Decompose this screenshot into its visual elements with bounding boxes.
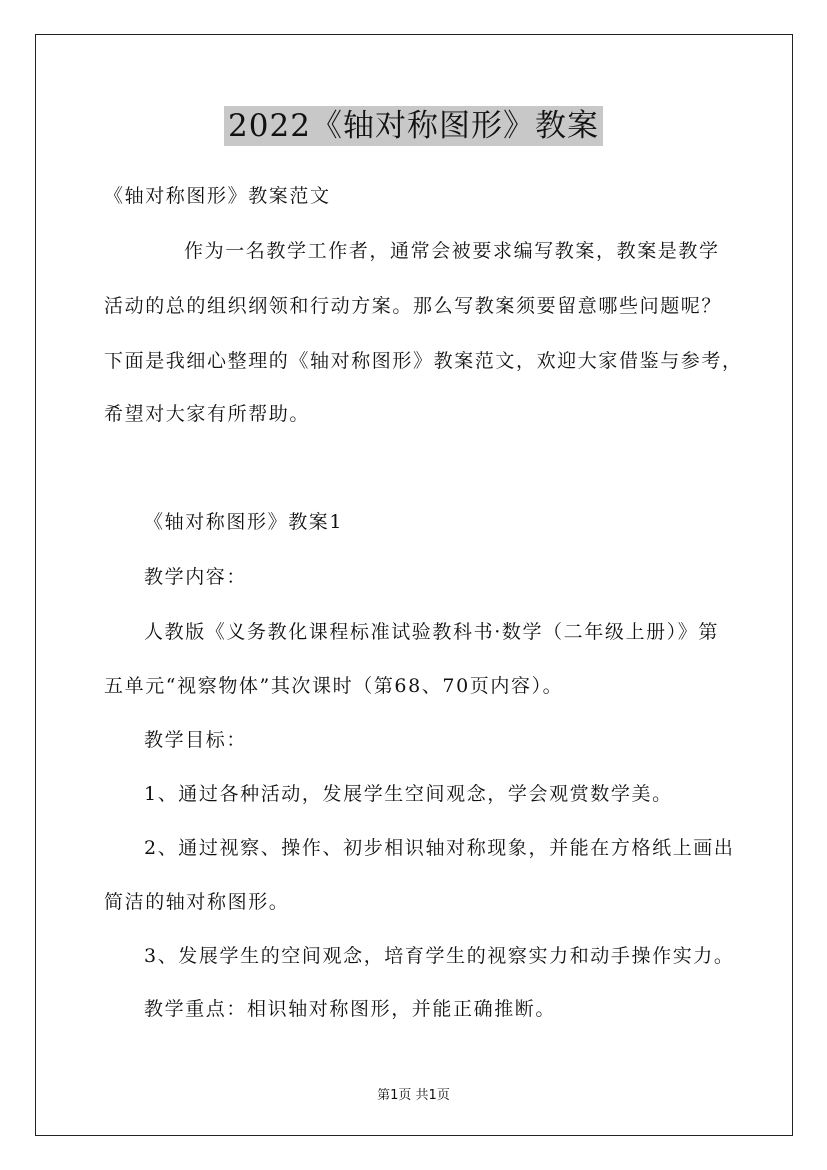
content-line-2: 五单元“视察物体”其次课时（第68、70页内容）。 (104, 675, 564, 697)
intro-line-1: 作为一名教学工作者，通常会被要求编写教案，教案是教学 (184, 240, 720, 262)
goal-2-line-1: 2、通过视察、操作、初步相识轴对称现象，并能在方格纸上画出 (144, 837, 735, 859)
intro-line-4: 希望对大家有所帮助。 (104, 403, 311, 425)
goal-1: 1、通过各种活动，发展学生空间观念，学会观赏数学美。 (144, 783, 673, 805)
intro-line-3: 下面是我细心整理的《轴对称图形》教案范文，欢迎大家借鉴与参考， (104, 350, 743, 372)
goal-3: 3、发展学生的空间观念，培育学生的视察实力和动手操作实力。 (144, 945, 735, 967)
intro-line-2: 活动的总的组织纲领和行动方案。那么写教案须要留意哪些问题呢？ (104, 295, 723, 317)
goals-label: 教学目标： (144, 729, 248, 751)
section-heading: 《轴对称图形》教案1 (144, 511, 344, 533)
content-line-1: 人教版《义务教化课程标准试验教科书·数学（二年级上册）》第 (144, 621, 719, 643)
page-title-wrap (0, 100, 827, 145)
page-footer: 第1页 共1页 (377, 1088, 450, 1103)
subtitle: 《轴对称图形》教案范文 (104, 185, 331, 207)
key-point: 教学重点：相识轴对称图形，并能正确推断。 (144, 998, 557, 1020)
content-label: 教学内容： (144, 566, 248, 588)
page-title: 2022《轴对称图形》教案 (224, 106, 603, 146)
goal-2-line-2: 简洁的轴对称图形。 (104, 891, 290, 913)
